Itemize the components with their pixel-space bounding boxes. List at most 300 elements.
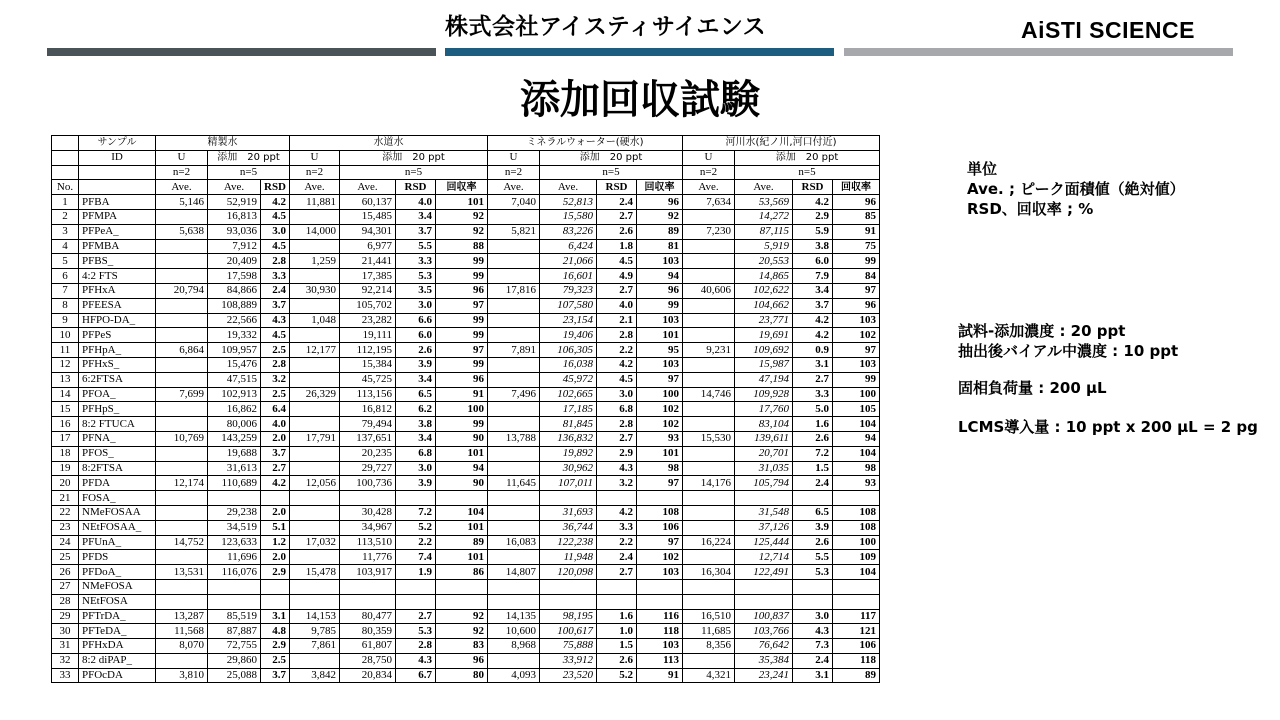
value-cell: 3.4 — [793, 283, 833, 298]
value-cell: 3.3 — [793, 387, 833, 402]
value-cell: 6,977 — [340, 239, 396, 254]
value-cell: 6.0 — [793, 254, 833, 269]
value-cell: 31,613 — [208, 461, 261, 476]
value-cell: 4.5 — [261, 239, 290, 254]
value-cell: 17,032 — [290, 535, 340, 550]
value-cell — [156, 209, 208, 224]
value-cell: 4.2 — [261, 195, 290, 210]
value-cell — [683, 313, 735, 328]
table-row — [52, 565, 880, 580]
value-cell: 90 — [436, 431, 488, 446]
value-cell — [156, 357, 208, 372]
value-cell — [261, 579, 290, 594]
value-cell: 7,699 — [156, 387, 208, 402]
value-cell: 8,070 — [156, 639, 208, 654]
value-cell: 137,651 — [340, 431, 396, 446]
value-cell: 102,913 — [208, 387, 261, 402]
value-cell — [290, 594, 340, 609]
value-cell — [683, 357, 735, 372]
value-cell: 52,813 — [540, 195, 597, 210]
value-cell: 17,816 — [488, 283, 540, 298]
value-cell: 37,126 — [735, 520, 793, 535]
company-name: 株式会社アイスティサイエンス — [445, 14, 767, 40]
page-title: 添加回収試験 — [520, 77, 760, 123]
value-cell: 2.7 — [597, 209, 637, 224]
row-number: 6 — [52, 269, 79, 284]
value-cell: 102,665 — [540, 387, 597, 402]
value-cell: 6.5 — [396, 387, 436, 402]
header-river-water: 河川水(紀ノ川,河口付近) — [683, 136, 880, 151]
value-cell: 102 — [637, 402, 683, 417]
value-cell: 121 — [833, 624, 880, 639]
value-cell — [156, 298, 208, 313]
value-cell: 76,642 — [735, 639, 793, 654]
header-bar-right — [844, 48, 1233, 56]
row-number: 32 — [52, 653, 79, 668]
value-cell: 103 — [833, 313, 880, 328]
value-cell: 100 — [436, 402, 488, 417]
value-cell: 1.6 — [793, 417, 833, 432]
value-cell: 14,746 — [683, 387, 735, 402]
row-number: 4 — [52, 239, 79, 254]
value-cell — [833, 579, 880, 594]
value-cell — [735, 594, 793, 609]
table-row — [52, 357, 880, 372]
value-cell: 4.0 — [396, 195, 436, 210]
header-n2: n=2 — [488, 165, 540, 180]
value-cell — [833, 491, 880, 506]
table-row — [52, 417, 880, 432]
value-cell: 16,083 — [488, 535, 540, 550]
value-cell: 3.9 — [396, 476, 436, 491]
value-cell: 108 — [637, 505, 683, 520]
row-number: 14 — [52, 387, 79, 402]
value-cell: 5,146 — [156, 195, 208, 210]
row-number: 20 — [52, 476, 79, 491]
value-cell — [488, 446, 540, 461]
value-cell: 6.2 — [396, 402, 436, 417]
value-cell: 99 — [436, 254, 488, 269]
value-cell: 4.8 — [261, 624, 290, 639]
value-cell: 2.6 — [793, 431, 833, 446]
value-cell: 11,645 — [488, 476, 540, 491]
header-rsd: RSD — [396, 180, 436, 195]
value-cell: 7.2 — [793, 446, 833, 461]
value-cell — [683, 594, 735, 609]
table-row — [52, 653, 880, 668]
value-cell: 7,891 — [488, 343, 540, 358]
header-u: U — [290, 150, 340, 165]
value-cell: 15,987 — [735, 357, 793, 372]
value-cell — [156, 550, 208, 565]
value-cell: 89 — [833, 668, 880, 683]
value-cell: 5.1 — [261, 520, 290, 535]
value-cell: 14,807 — [488, 565, 540, 580]
value-cell: 3.0 — [396, 298, 436, 313]
row-number: 26 — [52, 565, 79, 580]
value-cell: 19,691 — [735, 328, 793, 343]
header-n2: n=2 — [683, 165, 735, 180]
value-cell — [340, 491, 396, 506]
header-tap-water: 水道水 — [290, 136, 488, 151]
value-cell — [488, 520, 540, 535]
value-cell: 108 — [833, 505, 880, 520]
value-cell: 2.7 — [793, 372, 833, 387]
value-cell: 2.2 — [396, 535, 436, 550]
value-cell: 12,714 — [735, 550, 793, 565]
header-rsd: RSD — [261, 180, 290, 195]
value-cell: 16,304 — [683, 565, 735, 580]
value-cell — [683, 239, 735, 254]
header-ave: Ave. — [290, 180, 340, 195]
value-cell: 2.2 — [597, 535, 637, 550]
value-cell: 143,259 — [208, 431, 261, 446]
value-cell: 30,962 — [540, 461, 597, 476]
value-cell — [156, 417, 208, 432]
value-cell: 23,520 — [540, 668, 597, 683]
value-cell: 110,689 — [208, 476, 261, 491]
value-cell: 12,174 — [156, 476, 208, 491]
value-cell — [488, 461, 540, 476]
compound-id: PFBA — [79, 195, 156, 210]
value-cell — [156, 461, 208, 476]
value-cell: 2.7 — [396, 609, 436, 624]
value-cell: 30,428 — [340, 505, 396, 520]
row-number: 29 — [52, 609, 79, 624]
value-cell: 34,967 — [340, 520, 396, 535]
value-cell: 16,862 — [208, 402, 261, 417]
value-cell: 103 — [637, 565, 683, 580]
value-cell — [488, 269, 540, 284]
compound-id: 8:2FTSA — [79, 461, 156, 476]
value-cell: 13,531 — [156, 565, 208, 580]
value-cell — [156, 328, 208, 343]
value-cell — [488, 357, 540, 372]
header-recovery: 回収率 — [436, 180, 488, 195]
value-cell — [156, 446, 208, 461]
compound-id: PFMPA — [79, 209, 156, 224]
table-row — [52, 431, 880, 446]
unit-line-rsd: RSD、回収率 ; % — [967, 200, 1094, 218]
value-cell: 3.3 — [597, 520, 637, 535]
value-cell: 1.9 — [396, 565, 436, 580]
value-cell: 103 — [637, 639, 683, 654]
value-cell: 125,444 — [735, 535, 793, 550]
value-cell: 2.6 — [597, 653, 637, 668]
table-row — [52, 461, 880, 476]
value-cell: 2.6 — [793, 535, 833, 550]
compound-id: PFHxS_ — [79, 357, 156, 372]
value-cell: 7,634 — [683, 195, 735, 210]
value-cell — [488, 402, 540, 417]
value-cell: 97 — [637, 535, 683, 550]
value-cell: 3.9 — [396, 357, 436, 372]
value-cell: 100,837 — [735, 609, 793, 624]
value-cell: 5.0 — [793, 402, 833, 417]
header-cell — [52, 150, 79, 165]
row-number: 31 — [52, 639, 79, 654]
value-cell — [156, 579, 208, 594]
value-cell: 2.0 — [261, 431, 290, 446]
value-cell: 4.2 — [597, 357, 637, 372]
value-cell: 2.8 — [261, 254, 290, 269]
value-cell: 122,238 — [540, 535, 597, 550]
value-cell — [488, 550, 540, 565]
value-cell — [488, 298, 540, 313]
table-row — [52, 313, 880, 328]
value-cell — [396, 594, 436, 609]
value-cell: 52,919 — [208, 195, 261, 210]
value-cell: 103 — [637, 357, 683, 372]
value-cell: 14,153 — [290, 609, 340, 624]
value-cell: 3.3 — [396, 254, 436, 269]
value-cell: 139,611 — [735, 431, 793, 446]
table-row — [52, 594, 880, 609]
value-cell: 113 — [637, 653, 683, 668]
value-cell: 89 — [436, 535, 488, 550]
table-row — [52, 579, 880, 594]
value-cell: 4.3 — [261, 313, 290, 328]
value-cell: 106 — [637, 520, 683, 535]
value-cell: 2.0 — [261, 505, 290, 520]
header-purified-water: 精製水 — [156, 136, 290, 151]
value-cell: 2.9 — [597, 446, 637, 461]
header-rsd: RSD — [597, 180, 637, 195]
header-recovery: 回収率 — [833, 180, 880, 195]
value-cell: 2.9 — [261, 639, 290, 654]
value-cell: 105,702 — [340, 298, 396, 313]
value-cell — [290, 461, 340, 476]
value-cell: 5,919 — [735, 239, 793, 254]
header-recovery: 回収率 — [637, 180, 683, 195]
header-u: U — [488, 150, 540, 165]
value-cell: 7.9 — [793, 269, 833, 284]
value-cell: 23,241 — [735, 668, 793, 683]
value-cell: 4.0 — [261, 417, 290, 432]
lcms-injection: LCMS導入量 : 10 ppt x 200 µL = 2 pg — [958, 418, 1258, 436]
row-number: 11 — [52, 343, 79, 358]
row-number: 18 — [52, 446, 79, 461]
value-cell: 16,038 — [540, 357, 597, 372]
value-cell: 29,727 — [340, 461, 396, 476]
value-cell: 7.2 — [396, 505, 436, 520]
value-cell: 136,832 — [540, 431, 597, 446]
value-cell: 31,693 — [540, 505, 597, 520]
value-cell: 85,519 — [208, 609, 261, 624]
compound-id: PFHpA_ — [79, 343, 156, 358]
compound-id: PFOS_ — [79, 446, 156, 461]
value-cell: 2.1 — [597, 313, 637, 328]
compound-id: NMeFOSAA — [79, 505, 156, 520]
value-cell: 120,098 — [540, 565, 597, 580]
value-cell: 5.5 — [793, 550, 833, 565]
value-cell — [156, 269, 208, 284]
value-cell: 92 — [436, 609, 488, 624]
value-cell: 13,788 — [488, 431, 540, 446]
value-cell: 97 — [436, 298, 488, 313]
value-cell — [156, 402, 208, 417]
value-cell: 19,406 — [540, 328, 597, 343]
table-header-row-2 — [52, 150, 880, 165]
table-row — [52, 476, 880, 491]
value-cell: 9,785 — [290, 624, 340, 639]
compound-id: PFTeDA_ — [79, 624, 156, 639]
value-cell: 99 — [436, 357, 488, 372]
value-cell — [488, 254, 540, 269]
value-cell — [683, 653, 735, 668]
spe-load-volume: 固相負荷量 : 200 µL — [958, 379, 1107, 397]
value-cell: 26,329 — [290, 387, 340, 402]
value-cell: 19,111 — [340, 328, 396, 343]
value-cell: 5.2 — [396, 520, 436, 535]
unit-title: 単位 — [967, 160, 998, 178]
header-cell — [79, 180, 156, 195]
value-cell — [488, 505, 540, 520]
value-cell: 84,866 — [208, 283, 261, 298]
value-cell — [683, 417, 735, 432]
value-cell: 33,912 — [540, 653, 597, 668]
value-cell: 21,441 — [340, 254, 396, 269]
value-cell: 16,510 — [683, 609, 735, 624]
row-number: 19 — [52, 461, 79, 476]
value-cell: 6.4 — [261, 402, 290, 417]
value-cell: 116 — [637, 609, 683, 624]
value-cell: 79,494 — [340, 417, 396, 432]
value-cell: 98 — [833, 461, 880, 476]
value-cell: 103 — [833, 357, 880, 372]
value-cell — [290, 550, 340, 565]
value-cell: 4.9 — [597, 269, 637, 284]
row-number: 16 — [52, 417, 79, 432]
value-cell: 4.2 — [793, 328, 833, 343]
value-cell: 14,865 — [735, 269, 793, 284]
value-cell — [340, 594, 396, 609]
table-row — [52, 668, 880, 683]
table-row — [52, 491, 880, 506]
header-n2: n=2 — [156, 165, 208, 180]
row-number: 2 — [52, 209, 79, 224]
value-cell: 97 — [637, 476, 683, 491]
value-cell — [156, 313, 208, 328]
value-cell: 15,478 — [290, 565, 340, 580]
value-cell: 34,519 — [208, 520, 261, 535]
table-row — [52, 446, 880, 461]
value-cell — [208, 594, 261, 609]
value-cell: 1.8 — [597, 239, 637, 254]
value-cell: 104,662 — [735, 298, 793, 313]
value-cell: 103 — [637, 313, 683, 328]
compound-id: PFOcDA — [79, 668, 156, 683]
value-cell: 102 — [637, 550, 683, 565]
value-cell: 5.9 — [793, 224, 833, 239]
value-cell — [488, 209, 540, 224]
value-cell: 1.5 — [793, 461, 833, 476]
value-cell — [156, 520, 208, 535]
value-cell: 94 — [637, 269, 683, 284]
value-cell — [290, 446, 340, 461]
value-cell: 7.4 — [396, 550, 436, 565]
value-cell: 100,736 — [340, 476, 396, 491]
value-cell — [683, 254, 735, 269]
row-number: 12 — [52, 357, 79, 372]
value-cell: 72,755 — [208, 639, 261, 654]
value-cell: 3.8 — [396, 417, 436, 432]
value-cell: 3.7 — [261, 446, 290, 461]
value-cell: 11,568 — [156, 624, 208, 639]
value-cell — [488, 328, 540, 343]
value-cell: 91 — [436, 387, 488, 402]
value-cell: 99 — [436, 328, 488, 343]
value-cell: 15,384 — [340, 357, 396, 372]
value-cell: 6.5 — [793, 505, 833, 520]
value-cell: 94 — [436, 461, 488, 476]
value-cell: 10,769 — [156, 431, 208, 446]
value-cell: 102 — [833, 328, 880, 343]
value-cell: 87,887 — [208, 624, 261, 639]
row-number: 9 — [52, 313, 79, 328]
value-cell: 29,238 — [208, 505, 261, 520]
value-cell: 7,912 — [208, 239, 261, 254]
value-cell — [290, 328, 340, 343]
value-cell: 4.5 — [261, 209, 290, 224]
table-row — [52, 505, 880, 520]
row-number: 1 — [52, 195, 79, 210]
value-cell: 2.4 — [793, 476, 833, 491]
row-number: 30 — [52, 624, 79, 639]
value-cell: 97 — [833, 283, 880, 298]
value-cell — [683, 579, 735, 594]
value-cell: 16,601 — [540, 269, 597, 284]
value-cell: 7,040 — [488, 195, 540, 210]
value-cell — [683, 402, 735, 417]
value-cell: 104 — [833, 417, 880, 432]
value-cell — [156, 239, 208, 254]
value-cell: 13,287 — [156, 609, 208, 624]
value-cell: 109,928 — [735, 387, 793, 402]
header-spike: 添加 20 ppt — [735, 150, 880, 165]
value-cell: 7.3 — [793, 639, 833, 654]
value-cell: 2.7 — [597, 283, 637, 298]
value-cell: 3.0 — [793, 609, 833, 624]
value-cell — [488, 313, 540, 328]
compound-id: PFTrDA_ — [79, 609, 156, 624]
compound-id: PFBS_ — [79, 254, 156, 269]
value-cell — [683, 328, 735, 343]
value-cell: 75 — [833, 239, 880, 254]
value-cell — [261, 594, 290, 609]
value-cell — [208, 491, 261, 506]
value-cell: 12,056 — [290, 476, 340, 491]
compound-id: 4:2 FTS — [79, 269, 156, 284]
value-cell: 102 — [637, 417, 683, 432]
value-cell: 17,385 — [340, 269, 396, 284]
value-cell: 4,321 — [683, 668, 735, 683]
value-cell: 2.8 — [597, 417, 637, 432]
value-cell: 14,000 — [290, 224, 340, 239]
value-cell: 8,968 — [488, 639, 540, 654]
value-cell: 4.5 — [597, 372, 637, 387]
header-mineral-water: ミネラルウォーター(硬水) — [488, 136, 683, 151]
value-cell — [290, 269, 340, 284]
value-cell: 9,231 — [683, 343, 735, 358]
value-cell: 5,821 — [488, 224, 540, 239]
value-cell: 79,323 — [540, 283, 597, 298]
value-cell — [540, 579, 597, 594]
compound-id: PFDA — [79, 476, 156, 491]
value-cell: 3.7 — [396, 224, 436, 239]
value-cell: 80 — [436, 668, 488, 683]
value-cell — [261, 491, 290, 506]
